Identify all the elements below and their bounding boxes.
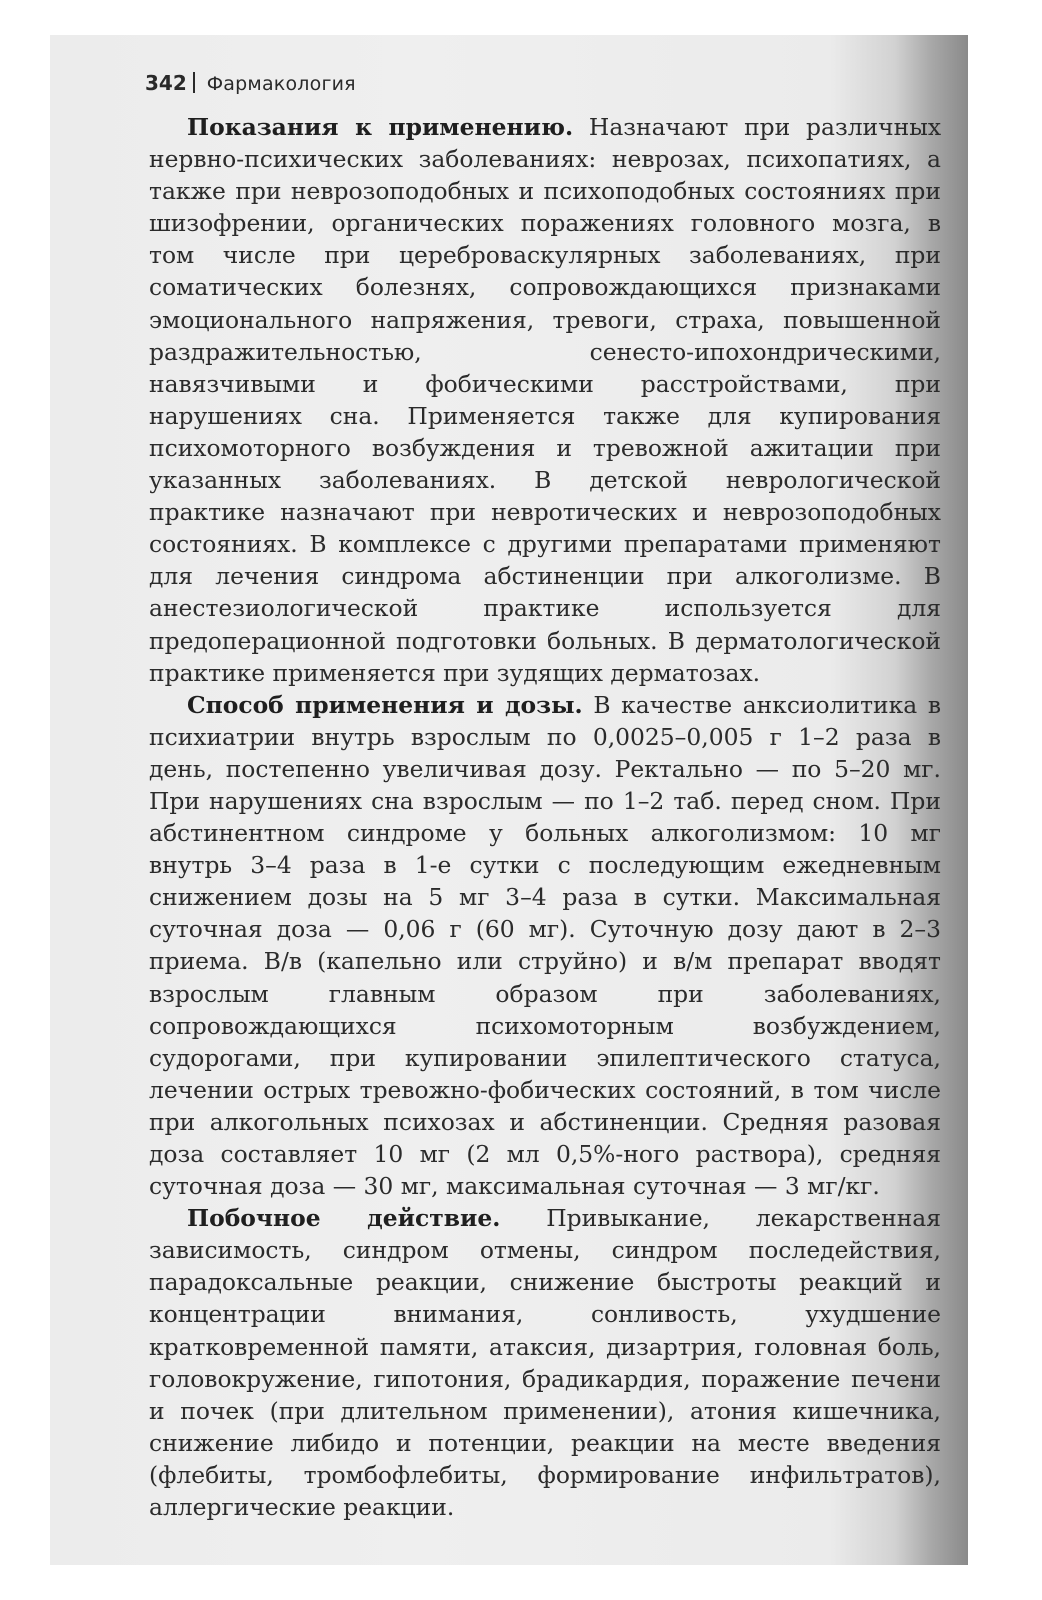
- section-title: Фармакология: [206, 73, 356, 95]
- running-head: [145, 69, 356, 95]
- text-indications: Назначают при различных нервно-психических заболеваниях: неврозах, психопатиях, а также при неврозоподобных и психоподобных состояниях при шизофрении, органических поражениях головного мозга, в том числе при цереброваскулярных заболеваниях, при соматических болезнях, сопровождающихся признаками эмоционального напряжения, тревоги, страха, повышенной раздражительностью, сенесто-ипохондрическими, навязчивыми и фобическими расстройствами, при нарушениях сна. Применяется также для купирования психомоторного возбуждения и тревожной ажитации при указанных заболеваниях. В детской неврологической практике назначают при невротических и неврозоподобных состояниях. В комплексе с другими препаратами применяют для лечения синдрома абстиненции при алкоголизме. В анестезиологической практике используется для предоперационной подготовки больных. В дерматологической практике применяется при зудящих дерматозах.: [149, 113, 942, 687]
- paragraph-dosage: [149, 689, 941, 1203]
- heading-dosage: Способ применения и дозы.: [187, 690, 583, 719]
- paragraph-side-effects: [149, 1202, 941, 1523]
- page-number: 342: [145, 71, 187, 95]
- heading-side-effects: Побочное действие.: [187, 1204, 501, 1233]
- paragraph-indications: [149, 111, 941, 689]
- text-dosage: В качестве анксиолитика в психиатрии внутрь взрослым по 0,0025–0,005 г 1–2 раза в день, постепенно увеличивая дозу. Ректально — по 5–20 мг. При нарушениях сна взрослым — по 1–2 таб. перед сном. При абстинентном синдроме у больных алкоголизмом: 10 мг внутрь 3–4 раза в 1-е сутки с последующим ежедневным снижением дозы на 5 мг 3–4 раза в сутки. Максимальная суточная доза — 0,06 г (60 мг). Суточную дозу дают в 2–3 приема. В/в (капельно или струйно) и в/м препарат вводят взрослым главным образом при заболеваниях, сопровождающихся психомоторным возбуждением, судорогами, при купировании эпилептического статуса, лечении острых тревожно-фобических состояний, в том числе при алкогольных психозах и абстиненции. Средняя разовая доза составляет 10 мг (2 мл 0,5%-ного раствора), средняя суточная доза — 30 мг, максимальная суточная — 3 мг/кг.: [149, 690, 941, 1201]
- body-text: [149, 111, 941, 1523]
- book-page: [50, 35, 968, 1565]
- header-divider: [193, 72, 195, 93]
- heading-indications: Показания к применению.: [187, 113, 574, 141]
- text-side-effects: Привыкание, лекарственная зависимость, синдром отмены, синдром последействия, парадоксальные реакции, снижение быстроты реакций и концентрации внимания, сонливость, ухудшение кратковременной памяти, атаксия, дизартрия, головная боль, головокружение, гипотония, брадикардия, поражение печени и почек (при длительном применении), атония кишечника, снижение либидо и потенции, реакции на месте введения (флебиты, тромбофлебиты, формирование инфильтратов), аллергические реакции.: [149, 1204, 941, 1522]
